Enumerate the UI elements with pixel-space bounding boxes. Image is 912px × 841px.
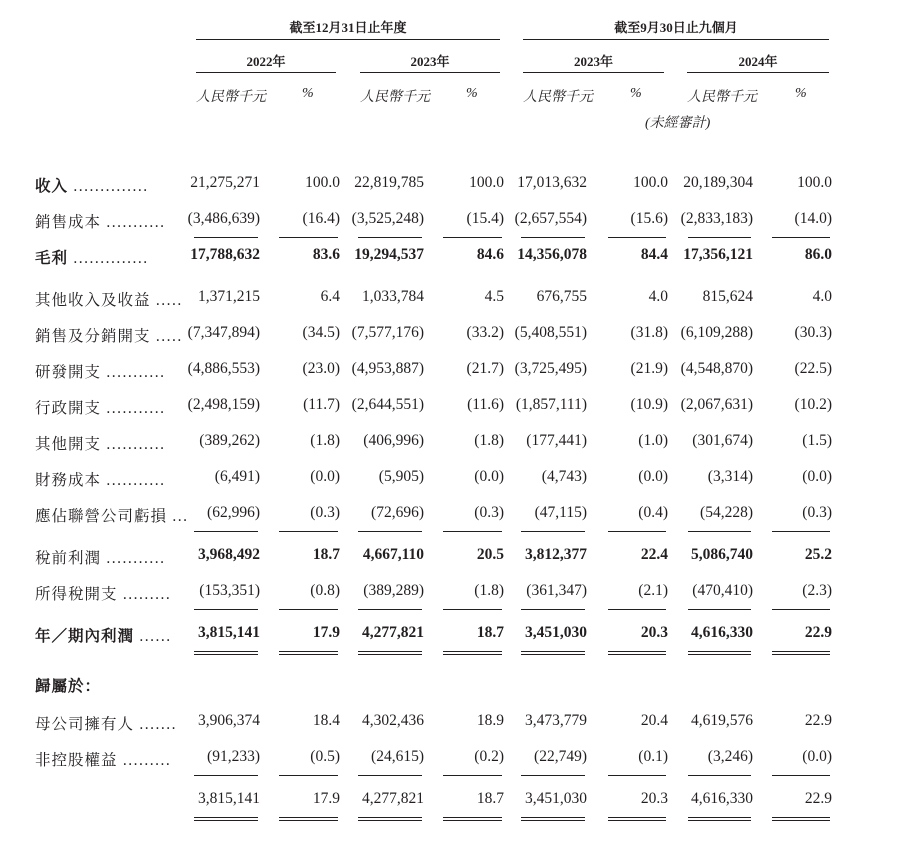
amount-cell: (91,233) [207, 748, 260, 765]
amount-cell: 20,189,304 [683, 174, 753, 191]
divider [196, 39, 500, 40]
underline [521, 609, 585, 610]
amount-cell: (2,498,159) [187, 396, 260, 413]
leader-dots: ......... [117, 752, 172, 769]
unit-amount: 人民幣千元 [523, 90, 593, 105]
underline [194, 775, 258, 776]
percent-cell: (1.8) [474, 432, 504, 449]
amount-cell: (4,548,870) [680, 360, 753, 377]
underline [772, 775, 830, 776]
percent-cell: (0.2) [474, 748, 504, 765]
amount-cell: 4,277,821 [362, 624, 424, 641]
percent-cell: (0.8) [310, 582, 340, 599]
underline [194, 237, 258, 238]
leader-dots: .............. [68, 178, 149, 195]
divider [687, 72, 829, 73]
underline [521, 531, 585, 532]
percent-cell: 20.3 [640, 624, 668, 641]
underline [688, 237, 751, 238]
unit-amount: 人民幣千元 [360, 90, 430, 105]
amount-cell: 3,906,374 [198, 712, 260, 729]
percent-cell: 100.0 [469, 174, 504, 191]
percent-cell: (23.0) [302, 360, 340, 377]
amount-cell: 19,294,537 [354, 246, 424, 263]
percent-cell: 84.4 [640, 246, 668, 263]
percent-cell: 22.9 [804, 790, 832, 807]
amount-cell: (72,696) [371, 504, 424, 521]
percent-cell: 86.0 [804, 246, 832, 263]
period-header-nine-months: 截至9月30日止九個月 [614, 20, 738, 35]
percent-cell: 18.7 [476, 624, 504, 641]
percent-cell: 18.7 [476, 790, 504, 807]
leader-dots: ....... [134, 716, 178, 733]
percent-cell: (21.7) [466, 360, 504, 377]
percent-cell: 84.6 [476, 246, 504, 263]
divider [523, 39, 829, 40]
row-label: 財務成本 ........... [35, 472, 166, 489]
amount-cell: (389,262) [199, 432, 260, 449]
row-label: 稅前利潤 ........... [35, 550, 166, 567]
percent-cell: (14.0) [794, 210, 832, 227]
amount-cell: 22,819,785 [354, 174, 424, 191]
amount-cell: (3,314) [707, 468, 753, 485]
amount-cell: 815,624 [702, 288, 753, 305]
leader-dots: ...... [134, 628, 172, 645]
percent-cell: (1.8) [310, 432, 340, 449]
percent-cell: (0.0) [638, 468, 668, 485]
underline [688, 775, 751, 776]
underline [358, 237, 422, 238]
percent-cell: (10.2) [794, 396, 832, 413]
percent-cell: 17.9 [312, 790, 340, 807]
underline [358, 609, 422, 610]
percent-cell: (1.5) [802, 432, 832, 449]
underline [279, 609, 338, 610]
underline [443, 609, 502, 610]
percent-cell: (2.1) [638, 582, 668, 599]
amount-cell: (6,109,288) [680, 324, 753, 341]
divider [360, 72, 500, 73]
amount-cell: 1,371,215 [198, 288, 260, 305]
percent-cell: (10.9) [630, 396, 668, 413]
year-header: 2024年 [738, 54, 778, 69]
percent-cell: 17.9 [312, 624, 340, 641]
year-header: 2022年 [246, 54, 286, 69]
amount-cell: (2,067,631) [680, 396, 753, 413]
percent-cell: (31.8) [630, 324, 668, 341]
percent-cell: 100.0 [797, 174, 832, 191]
percent-cell: 20.3 [640, 790, 668, 807]
year-header: 2023年 [573, 54, 613, 69]
divider [196, 72, 336, 73]
divider [523, 72, 664, 73]
percent-cell: 25.2 [804, 546, 832, 563]
percent-cell: (0.1) [638, 748, 668, 765]
double-underline [608, 651, 666, 655]
underline [772, 531, 830, 532]
underline [443, 531, 502, 532]
percent-cell: 83.6 [312, 246, 340, 263]
row-label: 其他收入及收益 ..... [35, 292, 183, 309]
underline [688, 531, 751, 532]
double-underline [358, 817, 422, 821]
amount-cell: (406,996) [363, 432, 424, 449]
unit-pct: % [302, 86, 314, 101]
amount-cell: (3,486,639) [187, 210, 260, 227]
percent-cell: (15.6) [630, 210, 668, 227]
percent-cell: (0.0) [802, 748, 832, 765]
amount-cell: 14,356,078 [517, 246, 587, 263]
row-label: 非控股權益 ......... [35, 752, 172, 769]
percent-cell: (0.3) [474, 504, 504, 521]
double-underline [608, 817, 666, 821]
amount-cell: (7,347,894) [187, 324, 260, 341]
unit-pct: % [795, 86, 807, 101]
percent-cell: (1.8) [474, 582, 504, 599]
amount-cell: (3,525,248) [351, 210, 424, 227]
amount-cell: 3,968,492 [198, 546, 260, 563]
row-label: 母公司擁有人 ....... [35, 716, 178, 733]
percent-cell: 6.4 [320, 288, 340, 305]
leader-dots: ........... [101, 400, 166, 417]
amount-cell: (24,615) [371, 748, 424, 765]
percent-cell: 18.7 [312, 546, 340, 563]
amount-cell: (361,347) [526, 582, 587, 599]
amount-cell: (389,289) [363, 582, 424, 599]
amount-cell: 4,667,110 [362, 546, 424, 563]
amount-cell: (2,833,183) [680, 210, 753, 227]
percent-cell: (0.0) [310, 468, 340, 485]
percent-cell: (0.0) [474, 468, 504, 485]
amount-cell: 676,755 [536, 288, 587, 305]
leader-dots: ........... [101, 436, 166, 453]
double-underline [688, 817, 751, 821]
amount-cell: (470,410) [692, 582, 753, 599]
double-underline [521, 817, 585, 821]
percent-cell: 100.0 [633, 174, 668, 191]
amount-cell: 4,619,576 [691, 712, 753, 729]
underline [279, 237, 338, 238]
double-underline [279, 817, 338, 821]
amount-cell: (2,644,551) [351, 396, 424, 413]
leader-dots: ........... [101, 472, 166, 489]
amount-cell: (7,577,176) [351, 324, 424, 341]
amount-cell: (47,115) [534, 504, 587, 521]
row-label: 銷售及分銷開支 ..... [35, 328, 183, 345]
amount-cell: 3,473,779 [525, 712, 587, 729]
double-underline [279, 651, 338, 655]
amount-cell: (6,491) [214, 468, 260, 485]
period-header-year: 截至12月31日止年度 [289, 20, 407, 35]
percent-cell: 4.5 [484, 288, 504, 305]
percent-cell: (0.4) [638, 504, 668, 521]
percent-cell: (0.3) [802, 504, 832, 521]
percent-cell: (22.5) [794, 360, 832, 377]
unit-amount: 人民幣千元 [196, 90, 266, 105]
percent-cell: (0.3) [310, 504, 340, 521]
percent-cell: (15.4) [466, 210, 504, 227]
amount-cell: (4,743) [541, 468, 587, 485]
amount-cell: (3,725,495) [514, 360, 587, 377]
underline [521, 237, 585, 238]
amount-cell: (54,228) [700, 504, 753, 521]
underline [358, 775, 422, 776]
amount-cell: 17,013,632 [517, 174, 587, 191]
amount-cell: (22,749) [534, 748, 587, 765]
percent-cell: 22.9 [804, 712, 832, 729]
row-label: 歸屬於： [35, 678, 102, 695]
row-label: 銷售成本 ........... [35, 214, 166, 231]
leader-dots: ..... [150, 328, 183, 345]
amount-cell: 4,302,436 [362, 712, 424, 729]
amount-cell: (5,408,551) [514, 324, 587, 341]
underline [194, 609, 258, 610]
percent-cell: 20.4 [640, 712, 668, 729]
amount-cell: 3,815,141 [198, 790, 260, 807]
amount-cell: 17,356,121 [683, 246, 753, 263]
percent-cell: (16.4) [302, 210, 340, 227]
underline [279, 531, 338, 532]
amount-cell: 21,275,271 [190, 174, 260, 191]
row-label: 行政開支 ........... [35, 400, 166, 417]
leader-dots: .............. [68, 250, 149, 267]
amount-cell: (2,657,554) [514, 210, 587, 227]
underline [608, 609, 666, 610]
underline [772, 237, 830, 238]
percent-cell: 100.0 [305, 174, 340, 191]
underline [358, 531, 422, 532]
underline [608, 237, 666, 238]
amount-cell: 3,812,377 [525, 546, 587, 563]
double-underline [358, 651, 422, 655]
double-underline [443, 651, 502, 655]
underline [608, 775, 666, 776]
amount-cell: (3,246) [707, 748, 753, 765]
unit-amount: 人民幣千元 [687, 90, 757, 105]
underline [608, 531, 666, 532]
unit-pct: % [466, 86, 478, 101]
row-label: 年／期內利潤 ...... [35, 628, 172, 645]
amount-cell: (301,674) [692, 432, 753, 449]
amount-cell: (62,996) [207, 504, 260, 521]
percent-cell: (21.9) [630, 360, 668, 377]
underline [772, 609, 830, 610]
double-underline [772, 651, 830, 655]
amount-cell: 4,616,330 [691, 624, 753, 641]
underline [521, 775, 585, 776]
amount-cell: (4,953,887) [351, 360, 424, 377]
amount-cell: (177,441) [526, 432, 587, 449]
row-label: 毛利 .............. [35, 250, 149, 267]
underline [194, 531, 258, 532]
amount-cell: 4,277,821 [362, 790, 424, 807]
double-underline [688, 651, 751, 655]
double-underline [521, 651, 585, 655]
percent-cell: 22.9 [804, 624, 832, 641]
amount-cell: (153,351) [199, 582, 260, 599]
amount-cell: 5,086,740 [691, 546, 753, 563]
double-underline [194, 817, 258, 821]
amount-cell: 3,451,030 [525, 624, 587, 641]
percent-cell: (30.3) [794, 324, 832, 341]
percent-cell: (2.3) [802, 582, 832, 599]
double-underline [194, 651, 258, 655]
underline [688, 609, 751, 610]
row-label: 研發開支 ........... [35, 364, 166, 381]
percent-cell: (34.5) [302, 324, 340, 341]
percent-cell: (11.6) [467, 396, 504, 413]
row-label: 應佔聯營公司虧損 ... [35, 508, 189, 525]
amount-cell: 17,788,632 [190, 246, 260, 263]
double-underline [443, 817, 502, 821]
row-label: 收入 .............. [35, 178, 149, 195]
percent-cell: (0.5) [310, 748, 340, 765]
leader-dots: ......... [117, 586, 172, 603]
leader-dots: ........... [101, 214, 166, 231]
row-label: 所得稅開支 ......... [35, 586, 172, 603]
amount-cell: (1,857,111) [515, 396, 587, 413]
year-header: 2023年 [410, 54, 450, 69]
percent-cell: (1.0) [638, 432, 668, 449]
percent-cell: 20.5 [476, 546, 504, 563]
amount-cell: 4,616,330 [691, 790, 753, 807]
percent-cell: 18.9 [476, 712, 504, 729]
leader-dots: ..... [150, 292, 183, 309]
percent-cell: (0.0) [802, 468, 832, 485]
unaudited-note: (未經審計) [645, 116, 711, 131]
amount-cell: 1,033,784 [362, 288, 424, 305]
percent-cell: 18.4 [312, 712, 340, 729]
percent-cell: (33.2) [466, 324, 504, 341]
percent-cell: 4.0 [812, 288, 832, 305]
percent-cell: 22.4 [640, 546, 668, 563]
underline [443, 237, 502, 238]
amount-cell: 3,451,030 [525, 790, 587, 807]
leader-dots: ... [167, 508, 189, 525]
row-label: 其他開支 ........... [35, 436, 166, 453]
leader-dots: ........... [101, 364, 166, 381]
unit-pct: % [630, 86, 642, 101]
leader-dots: ........... [101, 550, 166, 567]
amount-cell: (5,905) [378, 468, 424, 485]
percent-cell: (11.7) [303, 396, 340, 413]
double-underline [772, 817, 830, 821]
underline [279, 775, 338, 776]
amount-cell: (4,886,553) [187, 360, 260, 377]
percent-cell: 4.0 [648, 288, 668, 305]
underline [443, 775, 502, 776]
amount-cell: 3,815,141 [198, 624, 260, 641]
